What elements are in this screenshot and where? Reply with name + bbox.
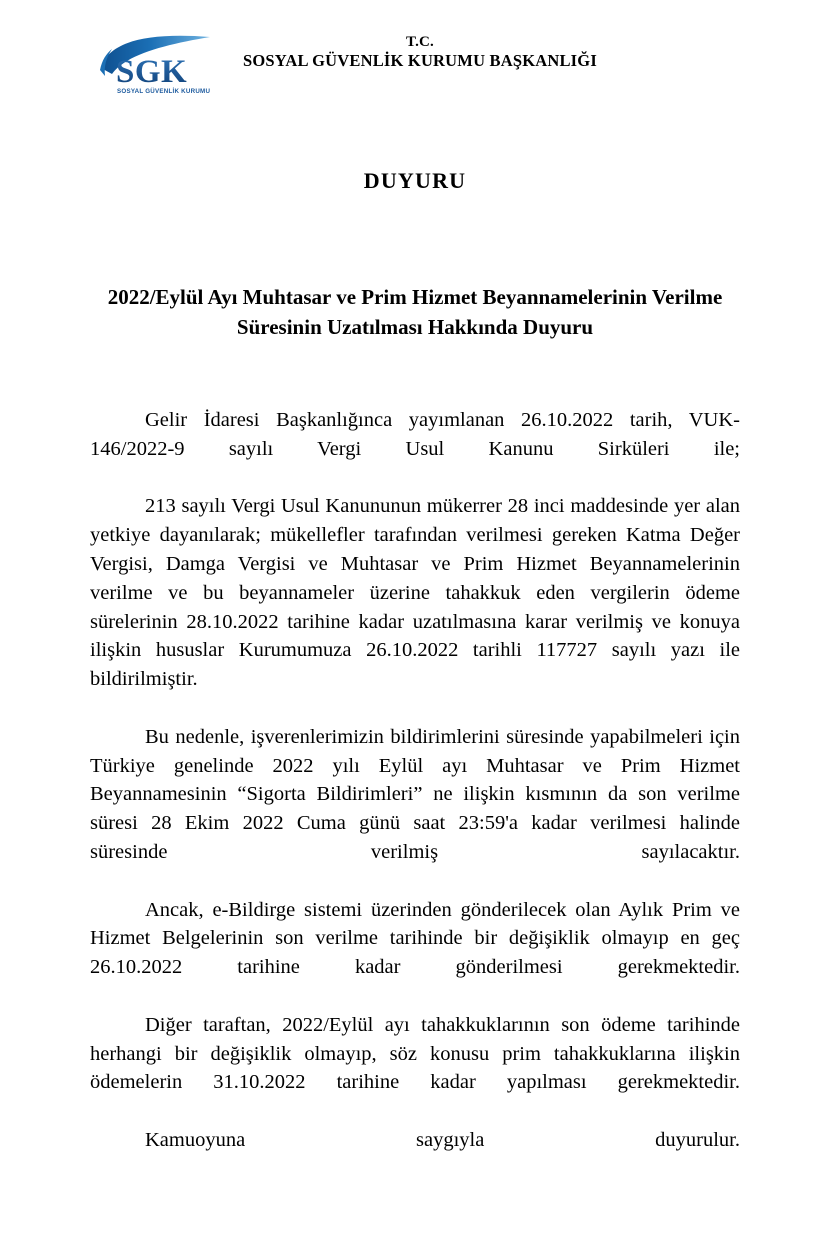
body-paragraph: Ancak, e-Bildirge sistemi üzerinden gönderilecek olan Aylık Prim ve Hizmet Belgelerinin son verilme tarihinde bir değişiklik olmayıp en geç 26.10.2022 tarihine kadar gönderilmesi gerekmektedir. bbox=[90, 898, 740, 979]
header-title-institution: SOSYAL GÜVENLİK KURUMU BAŞKANLIĞI bbox=[243, 51, 597, 70]
body-paragraph: Bu nedenle, işverenlerimizin bildirimlerini süresinde yapabilmeleri için Türkiye genelinde 2022 yılı Eylül ayı Muhtasar ve Prim Hizmet Beyannamesinin “Sigorta Bildirimleri” ne ilişkin kısmının da son verilme süresi 28 Ekim 2022 Cuma günü saat 23:59'a kadar verilmesi halinde süresinde verilmiş sayılacaktır. bbox=[90, 725, 740, 863]
announcement-heading: 2022/Eylül Ayı Muhtasar ve Prim Hizmet Beyannamelerinin Verilme Süresinin Uzatılması Hakkında Duyuru bbox=[107, 285, 723, 339]
header-title-tc: T.C. bbox=[405, 34, 435, 50]
svg-text:SOSYAL GÜVENLİK KURUMU: SOSYAL GÜVENLİK KURUMU bbox=[117, 88, 211, 95]
body-paragraph: 213 sayılı Vergi Usul Kanununun mükerrer 28 inci maddesinde yer alan yetkiye dayanılarak; mükellefler tarafından verilmesi gereken Katma Değer Vergisi, Damga Vergisi ve Muhtasar ve Prim Hizmet Beyannamelerinin verilme ve bu beyannameler üzerine tahakkuk eden vergilerin ödeme sürelerinin 28.10.2022 tarihine kadar uzatılmasına karar verilmiş ve konuya ilişkin hususlar Kurumumuza 26.10.2022 tarihli 117727 sayılı yazı ile bildirilmiştir. bbox=[90, 495, 740, 691]
document-header bbox=[0, 0, 828, 118]
body-paragraph: Kamuoyuna saygıyla duyurulur. bbox=[145, 1128, 740, 1151]
body-paragraph: Diğer taraftan, 2022/Eylül ayı tahakkuklarının son ödeme tarihinde herhangi bir değişiklik olmayıp, söz konusu prim tahakkuklarına ilişkin ödemelerin 31.10.2022 tarihine kadar yapılması gerekmektedir. bbox=[90, 1013, 740, 1094]
announcement-paragraphs bbox=[90, 406, 740, 1184]
announcement-label: DUYURU bbox=[363, 168, 467, 193]
header-title-block bbox=[230, 33, 610, 71]
body-paragraph: Gelir İdaresi Başkanlığınca yayımlanan 26.10.2022 tarih, VUK-146/2022-9 sayılı Vergi Usul Kanunu Sirküleri ile; bbox=[90, 409, 740, 460]
svg-text:SGK: SGK bbox=[116, 54, 188, 90]
sgk-logo bbox=[98, 30, 222, 102]
